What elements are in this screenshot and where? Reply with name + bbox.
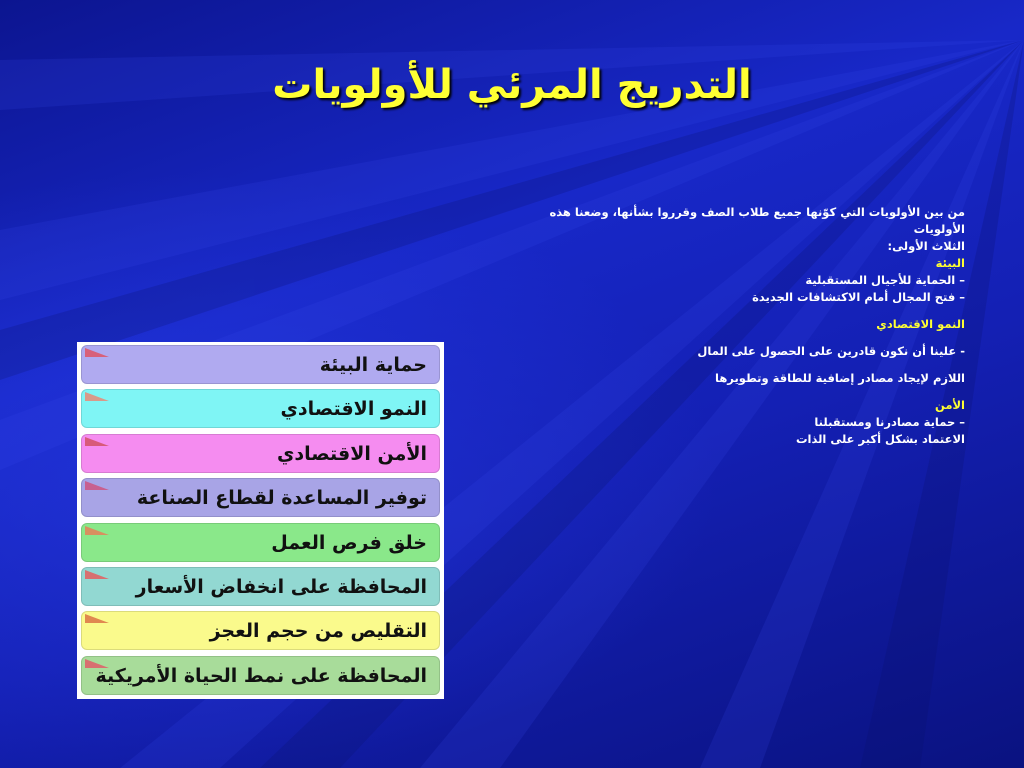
priority-tab-marker [85, 526, 109, 535]
slide-title: التدريج المرئي للأولويات [272, 62, 752, 108]
intro-line-3: الثلاث الأولى: [887, 239, 965, 253]
priority-tab-marker [85, 614, 109, 623]
priority-ranking-panel [77, 342, 444, 699]
priority-label: النمو الاقتصادي [280, 398, 427, 421]
priority-bar [81, 523, 440, 562]
heading-environment: البيئة [935, 256, 965, 270]
priority-bar [81, 345, 440, 384]
priority-bar [81, 478, 440, 517]
environment-point-1: – الحماية للأجيال المستقبلية [805, 273, 965, 287]
priority-tab-marker [85, 570, 109, 579]
priority-label: التقليص من حجم العجز [209, 620, 427, 643]
priority-label: المحافظة على نمط الحياة الأمريكية [95, 664, 427, 687]
priority-bar [81, 611, 440, 650]
priority-tab-marker [85, 437, 109, 446]
environment-point-2: – فتح المجال أمام الاكتشافات الجديدة [752, 290, 965, 304]
heading-economic-growth: النمو الاقتصادي [876, 317, 965, 331]
intro-line-1: من بين الأولويات التي كوّنها جميع طلاب الصف وقرروا بشأنها، وضعنا هذه [549, 205, 965, 219]
priority-bar [81, 434, 440, 473]
priority-label: توفير المساعدة لقطاع الصناعة [136, 487, 427, 510]
priority-bar [81, 567, 440, 606]
body-text [520, 204, 965, 448]
security-point-2: الاعتماد بشكل أكبر على الذات [795, 432, 965, 446]
priority-tab-marker [85, 392, 109, 401]
priority-bar [81, 389, 440, 428]
intro-line-2: الأولويات [913, 222, 965, 236]
security-point-1: – حماية مصادرنا ومستقبلنا [814, 415, 965, 429]
priority-tab-marker [85, 481, 109, 490]
priority-label: خلق فرص العمل [271, 531, 427, 554]
priority-tab-marker [85, 348, 109, 357]
priority-label: الأمن الاقتصادي [276, 442, 427, 465]
economic-point-2: اللازم لإيجاد مصادر إضافية للطاقة وتطويرها [715, 371, 965, 385]
economic-point-1: - علينا أن نكون قادرين على الحصول على المال [697, 344, 965, 358]
heading-security: الأمن [935, 398, 965, 412]
priority-label: المحافظة على انخفاض الأسعار [135, 575, 427, 598]
priority-label: حماية البيئة [319, 354, 427, 376]
priority-bar [81, 656, 440, 695]
